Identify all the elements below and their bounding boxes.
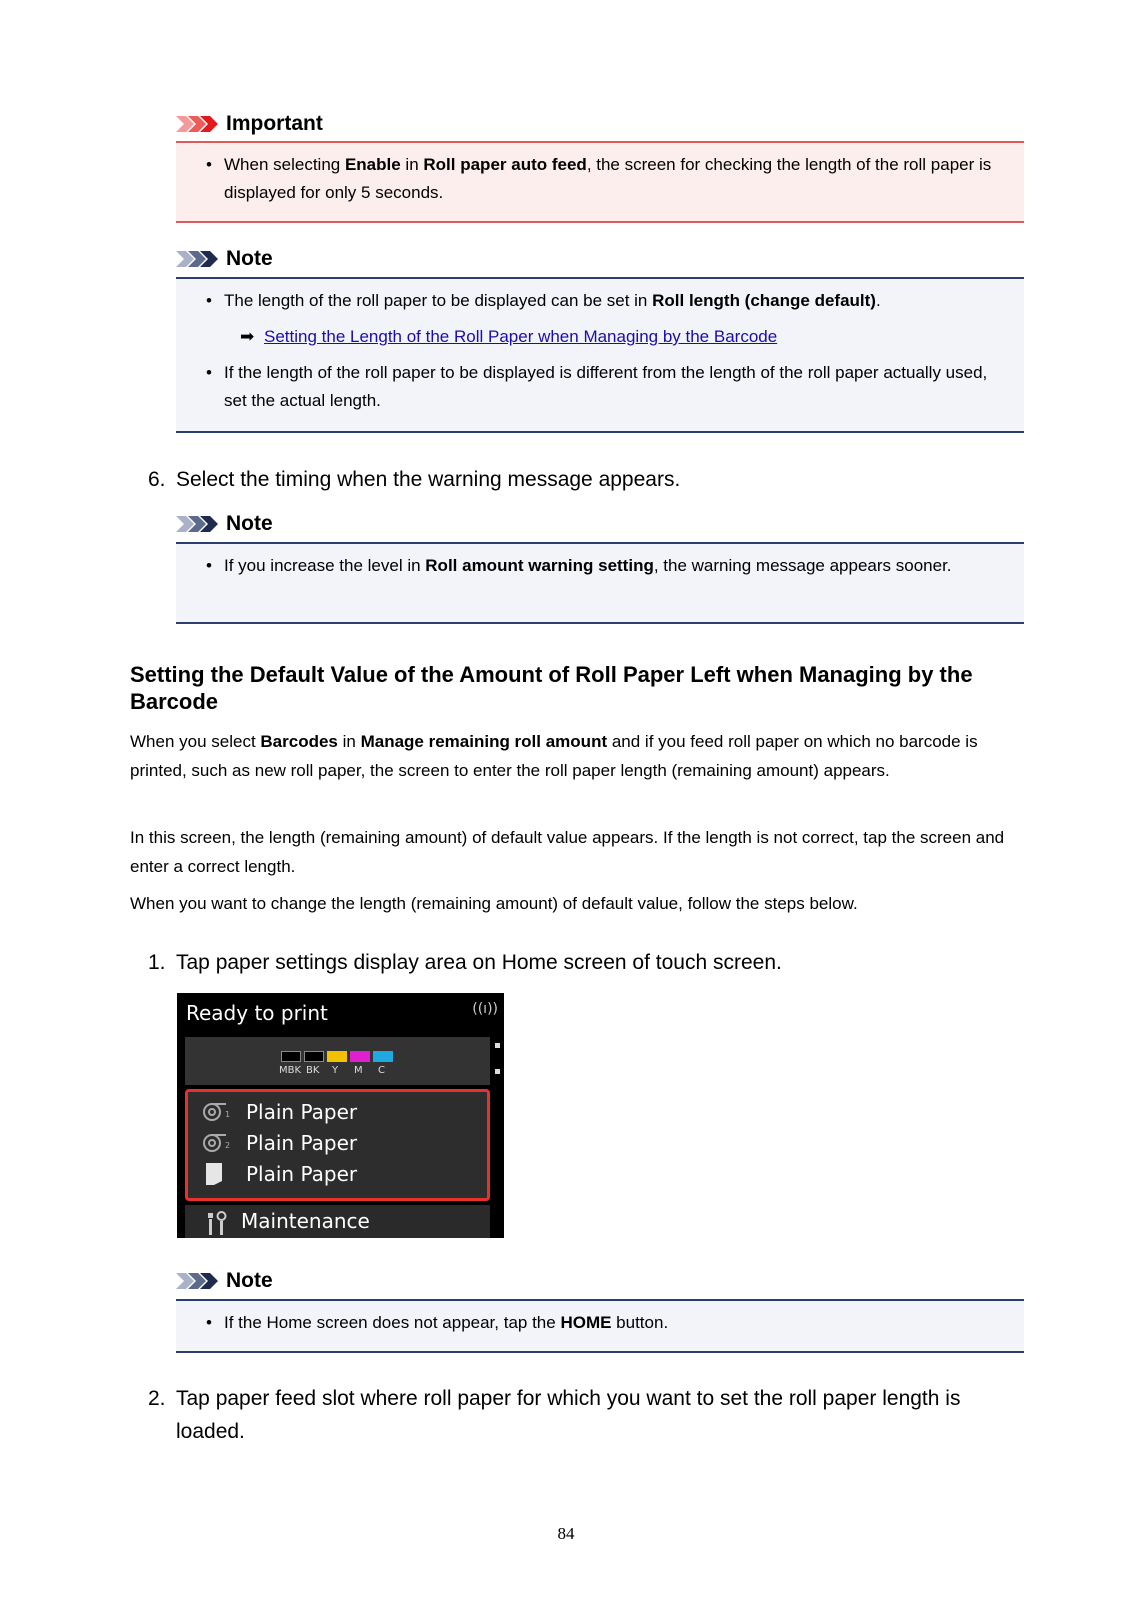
page-number: 84 (557, 1524, 575, 1543)
note-title: Note (176, 246, 273, 272)
ink-label: BK (306, 1065, 320, 1076)
paper-settings-area[interactable] (185, 1089, 490, 1201)
important-chevrons-icon (176, 115, 220, 133)
scroll-indicator (495, 1043, 500, 1048)
important-title: Important (176, 111, 323, 137)
wireless-icon: ((ı)) (472, 1001, 498, 1017)
paper-slot-cut-sheet[interactable]: Plain Paper (202, 1162, 357, 1186)
ink-label: MBK (279, 1065, 302, 1076)
important-box (176, 141, 1024, 223)
section-heading: Setting the Default Value of the Amount of Roll Paper Left when Managing by the Barcode (130, 662, 973, 714)
svg-text:2: 2 (225, 1141, 231, 1150)
note-box (176, 542, 1024, 624)
ink-label: M (354, 1065, 363, 1076)
note-bullet: • If you increase the level in Roll amount warning setting, the warning message appears sooner. (176, 552, 1024, 580)
step-2: 2. Tap paper feed slot where roll paper for which you want to set the roll paper length is loaded. (148, 1387, 961, 1443)
cut-sheet-icon (202, 1162, 232, 1186)
ink-bk (304, 1051, 324, 1062)
ink-m (350, 1051, 370, 1062)
roll-2-icon (202, 1133, 232, 1153)
note-bullet: • The length of the roll paper to be displayed can be set in Roll length (change default). (176, 287, 1024, 315)
note-chevrons-icon (176, 250, 220, 268)
section-paragraph: In this screen, the length (remaining amount) of default value appears. If the length is not correct, tap the screen and enter a correct length. (130, 828, 1005, 876)
note-title: Note (176, 1268, 273, 1294)
touch-screen-image (177, 993, 504, 1238)
scroll-indicator (495, 1069, 500, 1074)
section-paragraph: When you want to change the length (remaining amount) of default value, follow the steps below. (130, 894, 858, 913)
arrow-right-icon: ➡ (240, 327, 255, 346)
paper-slot-roll-1[interactable]: 1 Plain Paper (202, 1100, 357, 1124)
paper-slot-roll-2[interactable]: 2 Plain Paper (202, 1131, 357, 1155)
note-chevrons-icon (176, 1272, 220, 1290)
link-row (176, 323, 1024, 351)
ink-y (327, 1051, 347, 1062)
screen-title: Ready to print (186, 1001, 328, 1025)
barcode-length-link[interactable]: Setting the Length of the Roll Paper when Managing by the Barcode (264, 327, 778, 346)
note-box (176, 277, 1024, 433)
svg-text:1: 1 (225, 1110, 231, 1119)
ink-label: C (378, 1065, 385, 1076)
note-chevrons-icon (176, 515, 220, 533)
note-title: Note (176, 511, 273, 537)
important-bullet: • When selecting Enable in Roll paper auto feed, the screen for checking the length of the roll paper is displayed for only 5 seconds. (176, 151, 1024, 207)
section-paragraph: When you select Barcodes in Manage remaining roll amount and if you feed roll paper on which no barcode is printed, such as new roll paper, the screen to enter the roll paper length (remaining amount) appears. (130, 732, 978, 780)
step-1: 1. Tap paper settings display area on Home screen of touch screen. (148, 951, 782, 974)
maintenance-tools-icon (205, 1209, 233, 1237)
roll-1-icon (202, 1102, 232, 1122)
step-6: 6. Select the timing when the warning message appears. (148, 468, 681, 491)
maintenance-button[interactable]: Maintenance (185, 1205, 490, 1238)
note-bullet: • If the length of the roll paper to be displayed is different from the length of the roll paper actually used, set the actual length. (176, 359, 1024, 415)
note-bullet: • If the Home screen does not appear, tap the HOME button. (176, 1309, 1024, 1337)
ink-level-panel (185, 1037, 490, 1085)
ink-mbk (281, 1051, 301, 1062)
note-box (176, 1299, 1024, 1353)
ink-label: Y (332, 1065, 339, 1076)
ink-c (373, 1051, 393, 1062)
